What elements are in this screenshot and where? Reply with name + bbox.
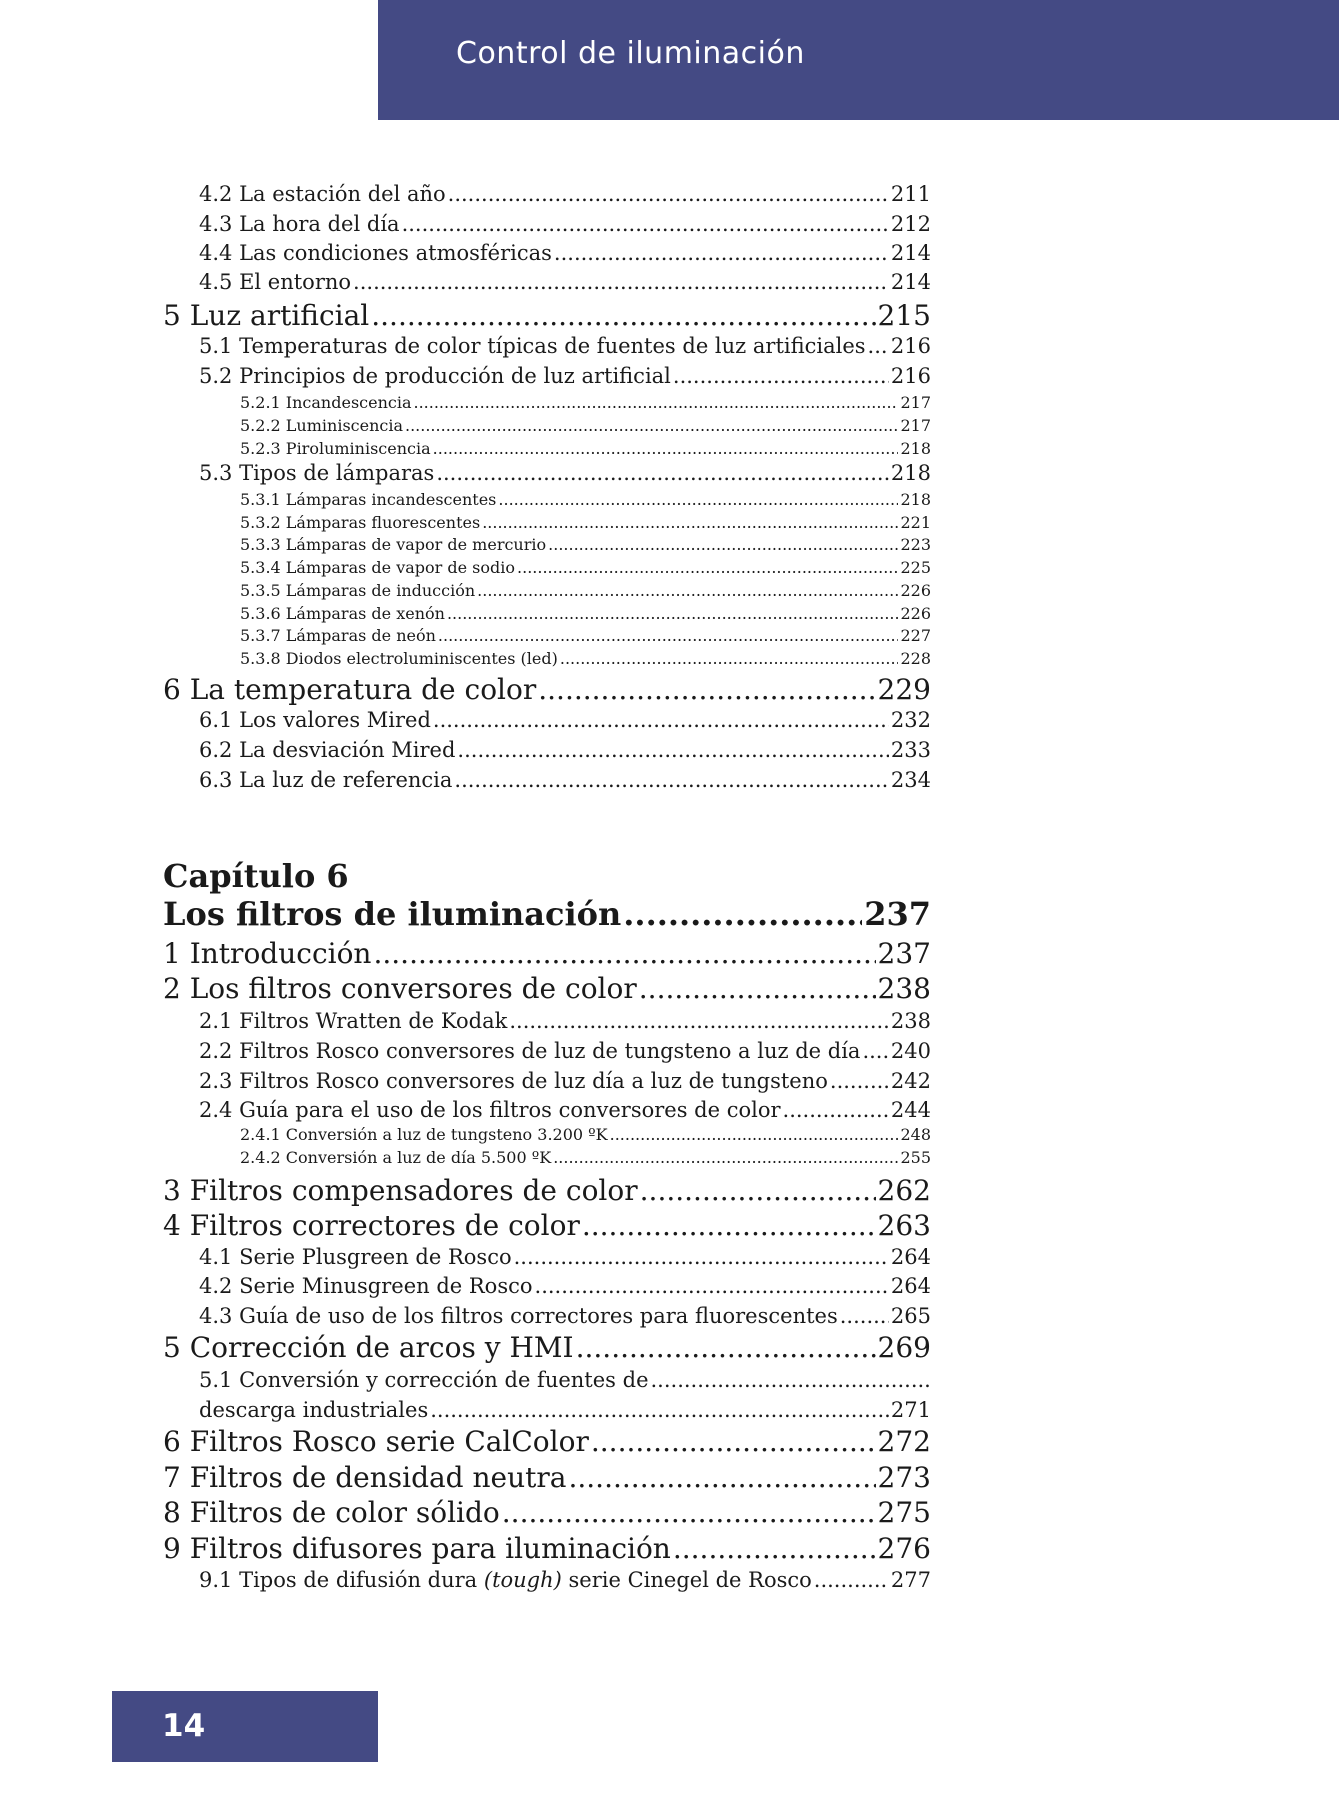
leader-dots xyxy=(457,740,888,761)
toc-entry-page: 225 xyxy=(900,558,931,577)
toc-entry-page: 211 xyxy=(890,182,931,206)
toc-entry-page: 276 xyxy=(877,1532,931,1565)
toc-entry-text: 9 Filtros difusores para iluminación xyxy=(163,1532,671,1565)
toc-entry-page: 248 xyxy=(900,1125,931,1144)
leader-dots xyxy=(651,1370,930,1391)
chapter-label: Capítulo 6 xyxy=(163,857,349,895)
toc-entry-page: 265 xyxy=(890,1304,931,1328)
leader-dots xyxy=(477,583,898,599)
leader-dots xyxy=(517,560,898,576)
leader-dots xyxy=(840,1306,889,1327)
toc-entry xyxy=(163,673,931,706)
toc-entry xyxy=(199,1370,931,1391)
toc-entry-text: 5.3 Tipos de lámparas xyxy=(199,461,435,485)
toc-entry-page: 242 xyxy=(890,1069,931,1093)
toc-entry-page: 217 xyxy=(900,393,931,412)
toc-entry-text: 5.3.1 Lámparas incandescentes xyxy=(240,490,497,509)
toc-entry xyxy=(240,651,931,667)
toc-entry-page: 271 xyxy=(890,1398,931,1422)
toc-entry-page: 216 xyxy=(890,334,931,358)
leader-dots xyxy=(623,898,862,930)
toc-entry-text: 2.1 Filtros Wratten de Kodak xyxy=(199,1009,508,1033)
toc-entry xyxy=(163,299,931,332)
leader-dots xyxy=(814,1570,889,1591)
leader-dots xyxy=(548,537,898,553)
toc-entry xyxy=(240,418,931,434)
leader-dots xyxy=(673,366,889,387)
toc-entry-text: 4.3 Guía de uso de los filtros correctores para fluorescentes xyxy=(199,1304,838,1328)
leader-dots xyxy=(538,676,875,704)
toc-entry xyxy=(240,628,931,644)
toc-entry-page: 238 xyxy=(877,972,931,1005)
leader-dots xyxy=(430,1400,889,1421)
toc-entry xyxy=(240,1150,931,1166)
toc-entry-text xyxy=(199,1570,812,1591)
toc-entry xyxy=(199,214,931,235)
toc-entry xyxy=(240,583,931,599)
leader-dots xyxy=(436,463,889,484)
toc-entry-text: 6 Filtros Rosco serie CalColor xyxy=(163,1425,589,1458)
toc-entry-text: 4.5 El entorno xyxy=(199,270,352,294)
toc-entry-text: 5.3.3 Lámparas de vapor de mercurio xyxy=(240,535,547,554)
toc-entry-text: 5.2.1 Incandescencia xyxy=(240,393,412,412)
toc-entry xyxy=(240,441,931,457)
toc-entry-text: 5.1 Temperaturas de color típicas de fuentes de luz artificiales xyxy=(199,334,866,358)
toc-entry xyxy=(163,972,931,1005)
toc-entry-text: 2.2 Filtros Rosco conversores de luz de tungsteno a luz de día xyxy=(199,1039,861,1063)
toc-entry-page: 277 xyxy=(890,1568,931,1592)
toc-entry xyxy=(199,1100,931,1121)
leader-dots xyxy=(514,1247,889,1268)
toc-entry-text: 5 Luz artificial xyxy=(163,299,370,332)
toc-entry-page: 262 xyxy=(877,1174,931,1207)
leader-dots xyxy=(830,1071,889,1092)
leader-dots xyxy=(447,606,899,622)
toc-entry-page: 269 xyxy=(877,1331,931,1364)
toc-entry-text: 5 Corrección de arcos y HMI xyxy=(163,1331,574,1364)
leader-dots xyxy=(454,770,889,791)
toc-entry-text: 2.3 Filtros Rosco conversores de luz día a luz de tungsteno xyxy=(199,1069,828,1093)
toc-entry xyxy=(199,1011,931,1032)
toc-entry-page: 227 xyxy=(900,626,931,645)
header-bar xyxy=(378,0,1339,120)
toc-entry-text: 4.3 La hora del día xyxy=(199,212,400,236)
page-number: 14 xyxy=(162,1708,206,1744)
toc-entry-page: 221 xyxy=(900,513,931,532)
toc-entry-page: 229 xyxy=(877,673,931,706)
leader-dots xyxy=(498,492,898,508)
toc-entry-text: 5.3.4 Lámparas de vapor de sodio xyxy=(240,558,516,577)
toc-entry-page: 272 xyxy=(877,1425,931,1458)
leader-dots xyxy=(591,1428,876,1456)
toc-entry-text: 7 Filtros de densidad neutra xyxy=(163,1461,567,1494)
toc-entry xyxy=(240,560,931,576)
toc-entry-text: 5.1 Conversión y corrección de fuentes de xyxy=(199,1368,649,1392)
toc-entry-text: 2.4 Guía para el uso de los filtros conversores de color xyxy=(199,1098,781,1122)
leader-dots xyxy=(448,184,889,205)
toc-entry-page: 226 xyxy=(900,604,931,623)
leader-dots xyxy=(414,395,899,411)
toc-entry xyxy=(240,606,931,622)
leader-dots xyxy=(862,1041,888,1062)
toc-entry-text: 1 Introducción xyxy=(163,937,372,970)
toc-entry-page: 214 xyxy=(890,270,931,294)
toc-entry-page: 215 xyxy=(877,299,931,332)
toc-entry xyxy=(199,770,931,791)
toc-entry-text: 5.2.2 Luminiscencia xyxy=(240,416,403,435)
leader-dots xyxy=(373,940,875,968)
toc-entry xyxy=(199,272,931,293)
toc-entry-page: 232 xyxy=(890,708,931,732)
toc-entry-page: 244 xyxy=(890,1098,931,1122)
leader-dots xyxy=(502,1499,876,1527)
toc-entry xyxy=(163,1496,931,1529)
toc-entry xyxy=(163,1425,931,1458)
toc-entry-text: 2 Los filtros conversores de color xyxy=(163,972,637,1005)
toc-entry-page: 275 xyxy=(877,1496,931,1529)
leader-dots xyxy=(560,651,899,667)
toc-entry-text: 4.4 Las condiciones atmosféricas xyxy=(199,241,552,265)
toc-entry xyxy=(199,463,931,484)
leader-dots xyxy=(433,710,889,731)
leader-dots xyxy=(783,1100,889,1121)
toc-entry-text: 4.2 Serie Minusgreen de Rosco xyxy=(199,1274,533,1298)
toc-entry xyxy=(199,184,931,205)
leader-dots xyxy=(402,214,889,235)
toc-entry-text: 4.1 Serie Plusgreen de Rosco xyxy=(199,1245,512,1269)
leader-dots xyxy=(639,975,876,1003)
toc-entry-text: 5.3.2 Lámparas fluorescentes xyxy=(240,513,481,532)
toc-entry xyxy=(199,1247,931,1268)
toc-entry-text: 2.4.2 Conversión a luz de día 5.500 ºK xyxy=(240,1148,552,1167)
toc-entry-page: 228 xyxy=(900,649,931,668)
toc-entry-page: 264 xyxy=(890,1245,931,1269)
leader-dots xyxy=(576,1334,876,1362)
toc-entry xyxy=(240,537,931,553)
chapter-page: 237 xyxy=(864,895,931,933)
leader-dots xyxy=(405,418,898,434)
toc-entry xyxy=(199,243,931,264)
toc-entry-text: descarga industriales xyxy=(199,1398,429,1422)
toc-entry xyxy=(163,1209,931,1242)
toc-entry-text: 5.2.3 Piroluminiscencia xyxy=(240,439,431,458)
running-header-title: Control de iluminación xyxy=(456,36,805,71)
leader-dots xyxy=(433,441,899,457)
toc-entry-page: 218 xyxy=(890,461,931,485)
leader-dots xyxy=(438,628,899,644)
toc-entry-text: 5.3.6 Lámparas de xenón xyxy=(240,604,445,623)
toc-entry-page: 237 xyxy=(877,937,931,970)
toc-entry-text: 3 Filtros compensadores de color xyxy=(163,1174,638,1207)
toc-entry-page: 218 xyxy=(900,490,931,509)
toc-entry xyxy=(199,1400,931,1421)
toc-entry-text: 5.3.7 Lámparas de neón xyxy=(240,626,436,645)
toc-entry-page: 238 xyxy=(890,1009,931,1033)
toc-entry-text: 6.3 La luz de referencia xyxy=(199,768,453,792)
toc-entry xyxy=(199,710,931,731)
toc-entry-page: 217 xyxy=(900,416,931,435)
toc-entry-text: 4 Filtros correctores de color xyxy=(163,1209,580,1242)
toc-entry-page: 273 xyxy=(877,1461,931,1494)
toc-entry xyxy=(199,1306,931,1327)
toc-entry xyxy=(199,1276,931,1297)
toc-entry-page: 218 xyxy=(900,439,931,458)
toc-entry xyxy=(240,515,931,531)
leader-dots xyxy=(868,336,889,357)
toc-entry-page: 226 xyxy=(900,581,931,600)
toc-entry-page: 240 xyxy=(890,1039,931,1063)
toc-entry-page: 216 xyxy=(890,364,931,388)
toc-entry xyxy=(163,1174,931,1207)
leader-dots xyxy=(640,1177,876,1205)
toc-entry-page: 223 xyxy=(900,535,931,554)
leader-dots xyxy=(482,515,898,531)
toc-entry-text-prefix: 9.1 Tipos de difusión dura xyxy=(199,1568,484,1592)
toc-entry xyxy=(240,1127,931,1143)
toc-entry-page: 212 xyxy=(890,212,931,236)
chapter-title: Los filtros de iluminación xyxy=(163,895,622,933)
toc-entry xyxy=(240,492,931,508)
toc-entry-page: 214 xyxy=(890,241,931,265)
leader-dots xyxy=(568,1464,875,1492)
toc-entry xyxy=(199,740,931,761)
toc-entry-text: 5.3.8 Diodos electroluminiscentes (led) xyxy=(240,649,558,668)
leader-dots xyxy=(553,1150,898,1166)
toc-entry xyxy=(163,1331,931,1364)
toc-entry-text: 5.2 Principios de producción de luz artificial xyxy=(199,364,671,388)
leader-dots xyxy=(582,1212,876,1240)
leader-dots xyxy=(610,1127,899,1143)
toc-entry xyxy=(199,1041,931,1062)
toc-entry-page: 234 xyxy=(890,768,931,792)
leader-dots xyxy=(673,1535,876,1563)
toc-entry xyxy=(199,366,931,387)
toc-entry-page: 233 xyxy=(890,738,931,762)
toc-entry-text: 6 La temperatura de color xyxy=(163,673,537,706)
leader-dots xyxy=(509,1011,889,1032)
toc-entry-page: 263 xyxy=(877,1209,931,1242)
toc-entry-text: 2.4.1 Conversión a luz de tungsteno 3.200 ºK xyxy=(240,1125,608,1144)
toc-entry-text: 8 Filtros de color sólido xyxy=(163,1496,500,1529)
toc-entry-page: 255 xyxy=(900,1148,931,1167)
toc-entry-text: 6.2 La desviación Mired xyxy=(199,738,456,762)
toc-entry-text: 6.1 Los valores Mired xyxy=(199,708,431,732)
toc-entry xyxy=(163,1461,931,1494)
toc-entry-text: 4.2 La estación del año xyxy=(199,182,446,206)
toc-entry-text: 5.3.5 Lámparas de inducción xyxy=(240,581,476,600)
toc-entry xyxy=(199,1071,931,1092)
toc-entry-text-italic: (tough) xyxy=(483,1568,562,1592)
toc-entry-text-suffix: serie Cinegel de Rosco xyxy=(561,1568,812,1592)
toc-entry-page: 264 xyxy=(890,1274,931,1298)
toc-entry xyxy=(199,1570,931,1591)
toc-entry xyxy=(163,937,931,970)
chapter-title-entry xyxy=(163,895,931,933)
leader-dots xyxy=(371,302,875,330)
toc-entry xyxy=(163,1532,931,1565)
leader-dots xyxy=(353,272,889,293)
toc-entry xyxy=(199,336,931,357)
leader-dots xyxy=(535,1276,889,1297)
footer-bar xyxy=(112,1691,378,1762)
toc-entry xyxy=(240,395,931,411)
leader-dots xyxy=(554,243,889,264)
